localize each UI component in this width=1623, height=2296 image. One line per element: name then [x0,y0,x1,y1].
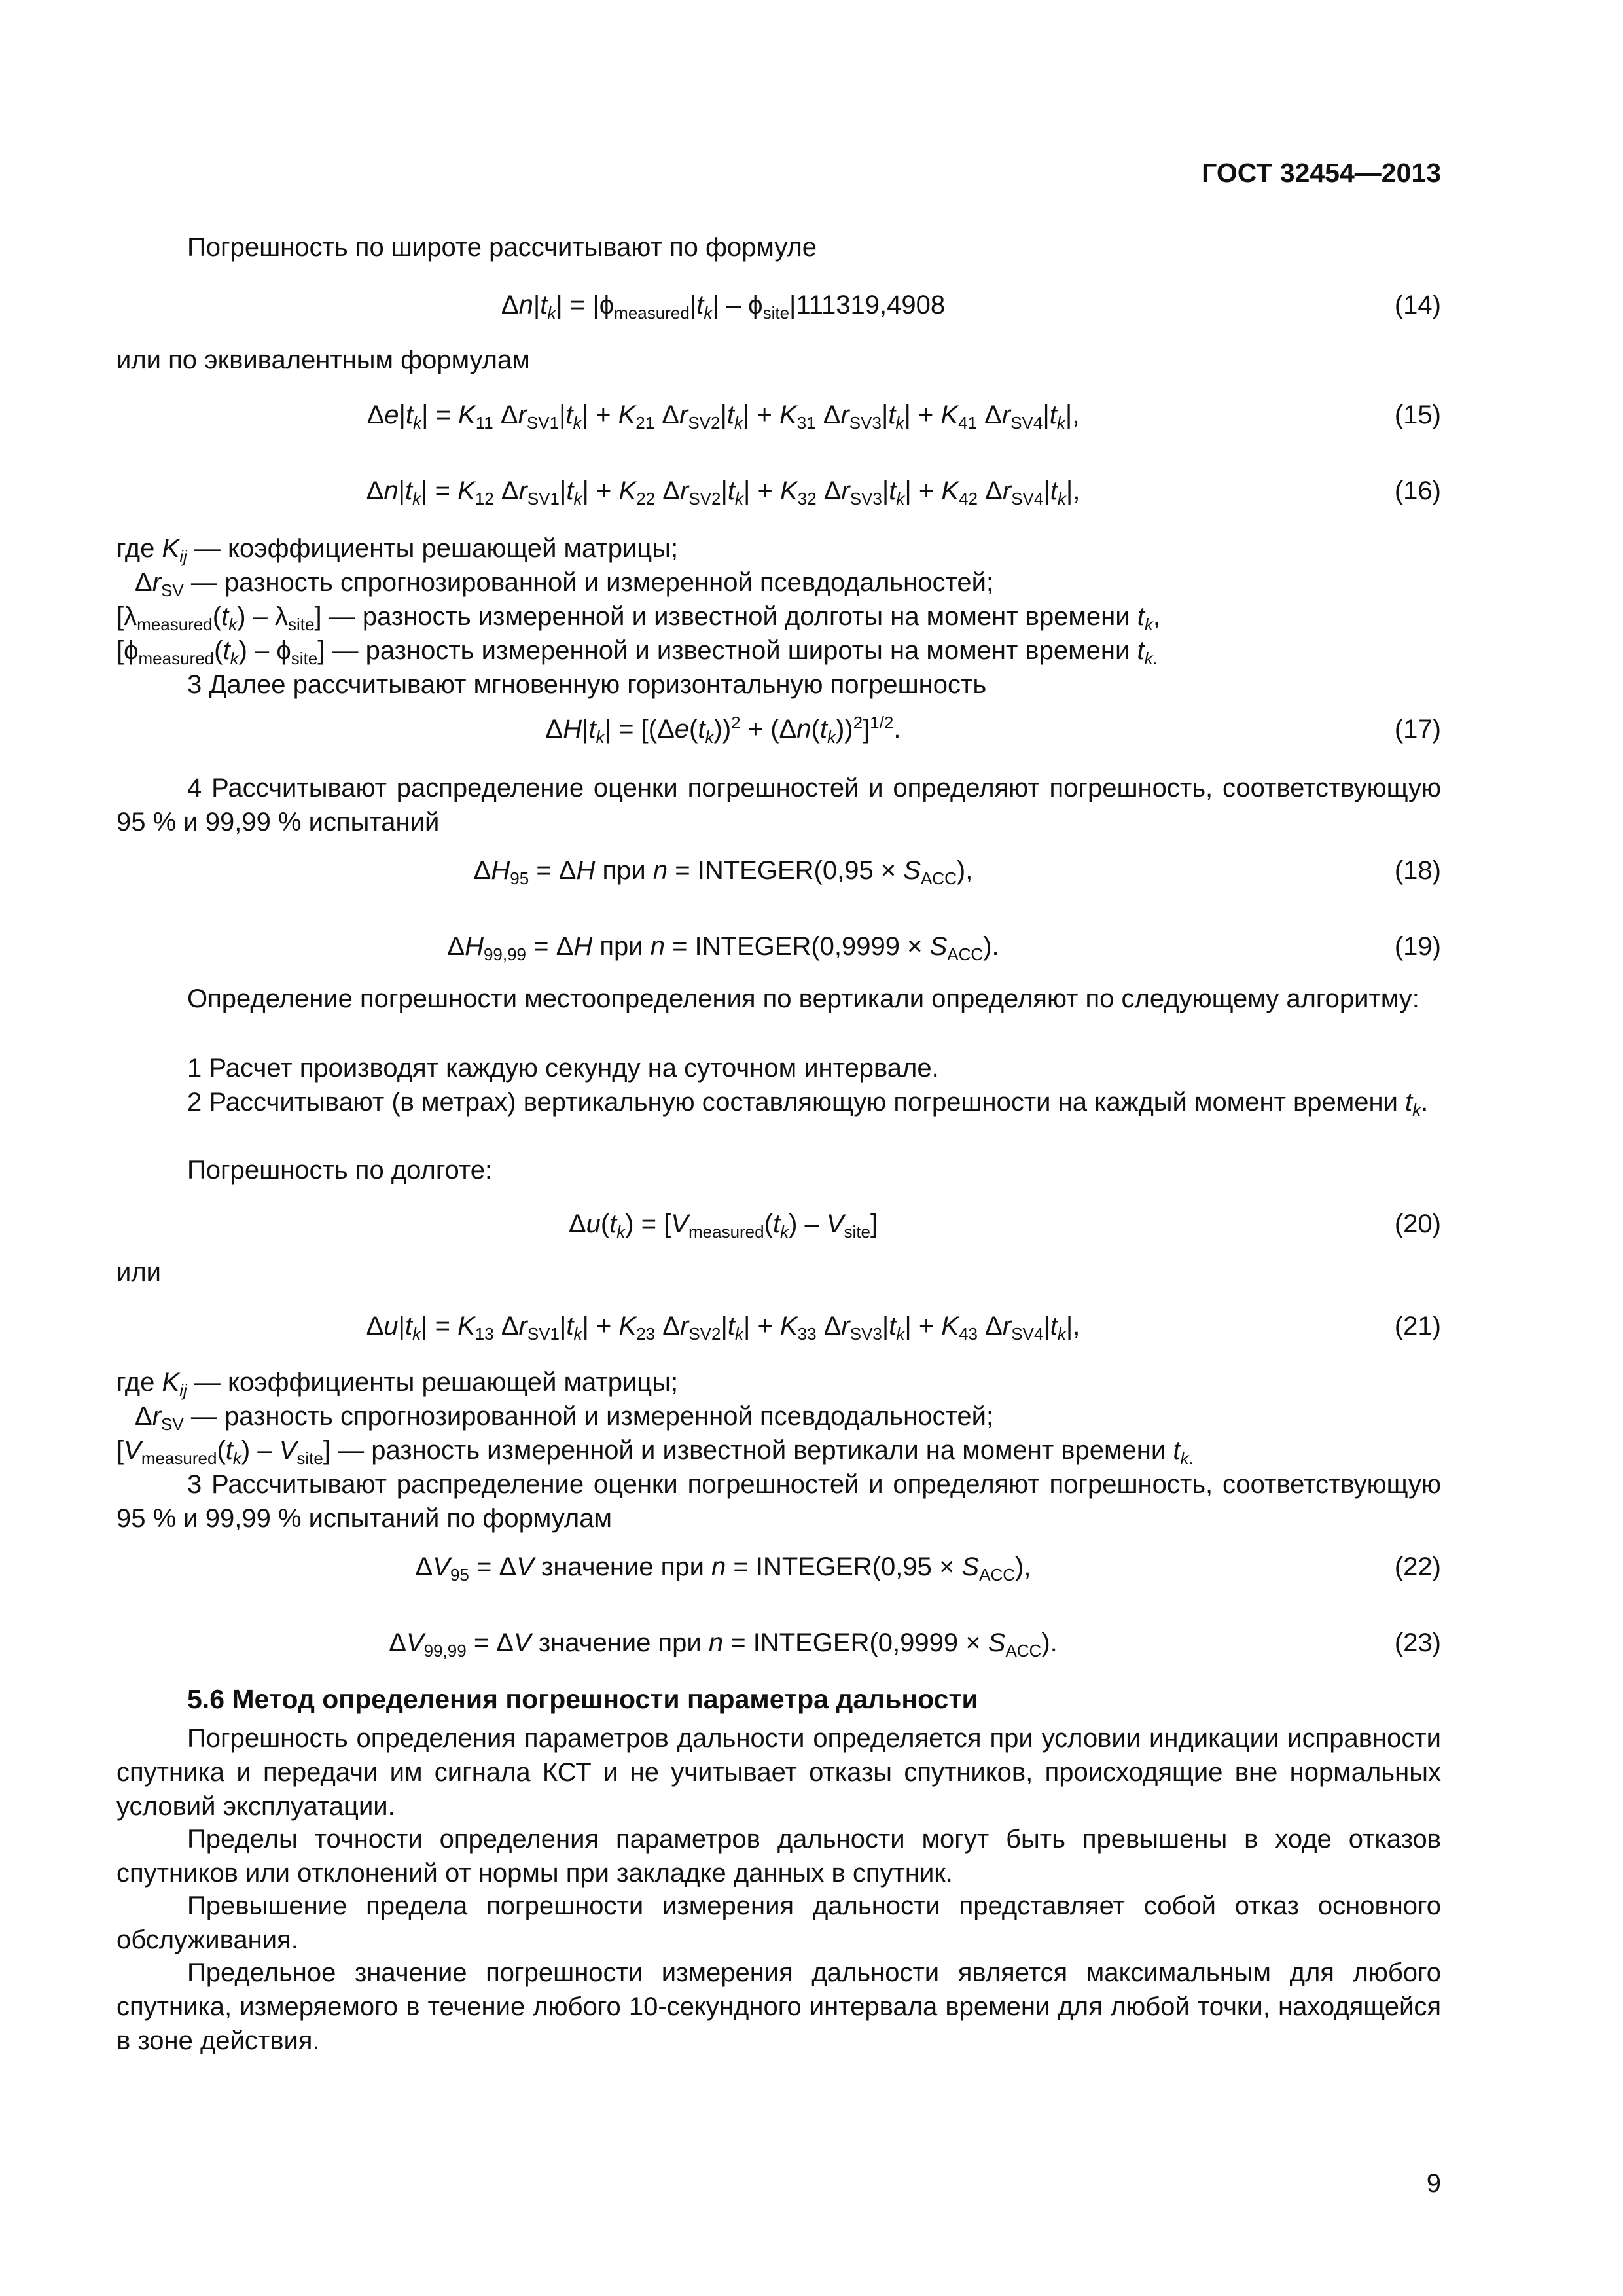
def-v-text: — разность измеренной и известной вертикали на момент времени [338,1436,1166,1465]
range-paragraph-4: Предельное значение погрешности измерения дальности является максимальным для любого спутника, измеряемого в течение любого 10-секундного интервала времени для любой точки, находящейся в зоне действия. [116,1958,1441,2055]
formula-19-number: (19) [1394,932,1441,961]
def-dr-2-text: — разность спрогнозированной и измеренной псевдодальностей; [190,1402,994,1431]
formula-21-number: (21) [1394,1312,1441,1340]
formula-14 [116,287,1441,323]
def-dr-1: $\Delta r_{SV}$ — разность спрогнозированной и измеренной псевдодальностей; [135,568,994,600]
formula-15 [116,397,1441,433]
formula-23 [116,1624,1441,1661]
formula-17 [116,711,1441,747]
or-equivalent-label: или по эквивалентным формулам [116,346,530,374]
def-k-2-text: — коэффициенты решающей матрицы; [194,1368,679,1397]
formula-18 [116,852,1441,889]
formula-22-number: (22) [1394,1552,1441,1581]
formula-15-expression: $\Delta e|t_k| = K_{11}$ $\Delta r_{SV1}|t_k| + K_{21}$ $\Delta r_{SV2}|t_k| + K_{31}$ $\Delta r_{SV3}|t_k| + K_{41}$ $\Delta r_{SV4}|t_k|$, [366,401,1080,433]
formula-18-expression: $\Delta H_{95} = \Delta H$ при n = INTEGER(0,95 × $S_{ACC}$), [473,856,973,888]
def-phi-text: — разность измеренной и известной широты на момент времени [332,636,1130,665]
or-label: или [116,1258,162,1287]
formula-17-number: (17) [1394,715,1441,744]
def-phi: $[\phi_{measured}(t_k) - \phi_{site}]$ — разность измеренной и известной широты на момент времени $t_{k.}$ [116,636,1158,668]
formula-23-number: (23) [1394,1628,1441,1657]
def-lambda: $[\lambda_{measured}(t_k) - \lambda_{site}]$ — разность измеренной и известной долготы на момент времени $t_k$, [116,602,1160,634]
range-paragraph-1: Погрешность определения параметров дальности определяется при условии индикации исправности спутника и передачи им сигнала КСТ и не учитывает отказы спутников, происходящие вне нормальных условий эксплуатации. [116,1724,1441,1821]
vertical-step-2: 2 Рассчитывают (в метрах) вертикальную составляющую погрешности на каждый момент времени $t_k$. [187,1088,1429,1120]
def-k-1-text: — коэффициенты решающей матрицы; [194,534,679,563]
formula-19 [116,928,1441,965]
formula-21-expression: $\Delta u|t_k| = K_{13}$ $\Delta r_{SV1}|t_k| + K_{23}$ $\Delta r_{SV2}|t_k| + K_{33}$ $\Delta r_{SV3}|t_k| + K_{43}$ $\Delta r_{SV4}|t_k|$, [366,1312,1080,1344]
formula-19-expression: $\Delta H_{99,99} = \Delta H$ при n = INTEGER(0,9999 × $S_{ACC}$). [447,932,999,964]
def-k-2: где $K_{ij}$ — коэффициенты решающей матрицы; [116,1368,679,1400]
def-v: $[V_{measured}(t_k) - V_{site}]$ — разность измеренной и известной вертикали на момент времени $t_{k.}$ [116,1436,1194,1468]
formula-20-number: (20) [1394,1210,1441,1238]
formula-17-expression: $\Delta H|t_k| = [(\Delta e(t_k))^2 + (\Delta n(t_k))^2]^{1/2}$. [545,713,901,747]
vertical-step-3: 3 Рассчитывают распределение оценки погрешностей и определяют погрешность, соответствующую 95 % и 99,99 % испытаний по формулам [116,1470,1441,1533]
document-header: ГОСТ 32454—2013 [1202,158,1441,188]
section-heading: 5.6 Метод определения погрешности параметра дальности [187,1684,978,1714]
formula-18-number: (18) [1394,856,1441,885]
vertical-step-2-text: 2 Рассчитывают (в метрах) вертикальную составляющую погрешности на каждый момент времени [187,1088,1398,1117]
formula-16 [116,473,1441,509]
formula-23-expression: $\Delta V_{99,99} = \Delta V$ значение при n = INTEGER(0,9999 × $S_{ACC}$). [389,1628,1058,1660]
formula-20 [116,1206,1441,1242]
step-4: 4 Рассчитывают распределение оценки погрешностей и определяют погрешность, соответствующую 95 % и 99,99 % испытаний [116,774,1441,836]
step-3-horizontal: 3 Далее рассчитывают мгновенную горизонтальную погрешность [187,670,987,699]
formula-14-expression: $\Delta n|t_k| = |\phi_{measured}|t_k| - \phi_{site}|111319,4908$ [501,291,946,323]
intro-latitude: Погрешность по широте рассчитывают по формуле [187,233,817,262]
range-paragraph-2: Пределы точности определения параметров дальности могут быть превышены в ходе отказов спутников или отклонений от нормы при закладке данных в спутник. [116,1825,1441,1888]
vertical-step-1: 1 Расчет производят каждую секунду на суточном интервале. [187,1054,939,1083]
vertical-intro: Определение погрешности местоопределения по вертикали определяют по следующему алгоритму: [187,984,1419,1013]
formula-22 [116,1549,1441,1585]
formula-16-expression: $\Delta n|t_k| = K_{12}$ $\Delta r_{SV1}|t_k| + K_{22}$ $\Delta r_{SV2}|t_k| + K_{32}$ $\Delta r_{SV3}|t_k| + K_{42}$ $\Delta r_{SV4}|t_k|$, [366,476,1080,509]
formula-16-number: (16) [1394,476,1441,505]
formula-20-expression: $\Delta u(t_k) = [V_{measured}(t_k) - V_{site}]$ [568,1210,878,1242]
longitude-label: Погрешность по долготе: [187,1156,493,1185]
def-k-1: где $K_{ij}$ — коэффициенты решающей матрицы; [116,534,679,566]
formula-15-number: (15) [1394,401,1441,429]
def-lambda-text: — разность измеренной и известной долготы на момент времени [329,602,1130,631]
formula-14-number: (14) [1394,291,1441,319]
page-number: 9 [1426,2169,1441,2198]
def-dr-1-text: — разность спрогнозированной и измеренной псевдодальностей; [190,568,994,597]
range-paragraph-3: Превышение предела погрешности измерения дальности представляет собой отказ основного обслуживания. [116,1892,1441,1954]
formula-22-expression: $\Delta V_{95} = \Delta V$ значение при n = INTEGER(0,95 × $S_{ACC}$), [415,1552,1031,1585]
def-dr-2: $\Delta r_{SV}$ — разность спрогнозированной и измеренной псевдодальностей; [135,1402,994,1434]
formula-21 [116,1308,1441,1344]
